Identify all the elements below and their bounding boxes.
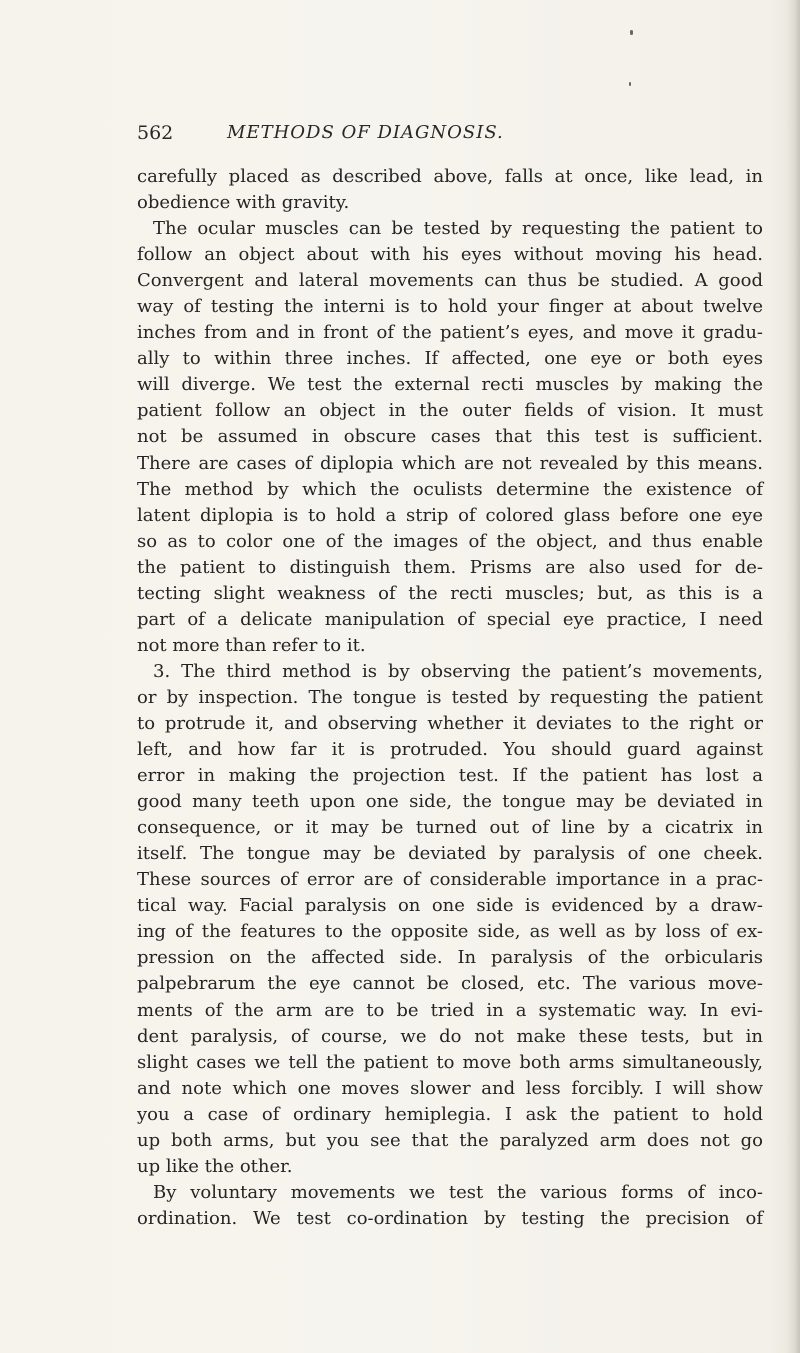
- text-line: itself. The tongue may be deviated by paralysis of one cheek.: [137, 843, 763, 865]
- text-line: ally to within three inches. If affected, one eye or both eyes: [137, 348, 763, 370]
- text-line: patient follow an object in the outer fields of vision. It must: [137, 400, 763, 422]
- text-line: pression on the affected side. In paralysis of the orbicularis: [137, 947, 763, 969]
- text-line: Convergent and lateral movements can thus be studied. A good: [137, 270, 763, 292]
- text-line: and note which one moves slower and less forcibly. I will show: [137, 1077, 763, 1099]
- text-line: follow an object about with his eyes without moving his head.: [137, 244, 763, 266]
- running-head: METHODS OF DIAGNOSIS.: [227, 122, 504, 143]
- text-line: By voluntary movements we test the various forms of inco-: [153, 1181, 763, 1203]
- text-line: latent diplopia is to hold a strip of colored glass before one eye: [137, 504, 763, 526]
- text-line: obedience with gravity.: [137, 192, 350, 214]
- text-line: left, and how far it is protruded. You should guard against: [137, 739, 763, 761]
- text-line: not more than refer to it.: [137, 634, 366, 656]
- text-line: tical way. Facial paralysis on one side is evidenced by a draw-: [137, 895, 763, 917]
- speck-mark: [629, 82, 631, 86]
- text-line: tecting slight weakness of the recti muscles; but, as this is a: [137, 582, 763, 604]
- text-line: to protrude it, and observing whether it deviates to the right or: [137, 712, 763, 734]
- page-edge-shadow: [786, 0, 800, 1353]
- text-line: The method by which the oculists determine the existence of: [137, 478, 763, 500]
- text-line: The ocular muscles can be tested by requesting the patient to: [153, 218, 763, 240]
- text-line: palpebrarum the eye cannot be closed, etc. The various move-: [137, 973, 763, 995]
- text-line: consequence, or it may be turned out of line by a cicatrix in: [137, 817, 763, 839]
- text-line: slight cases we tell the patient to move both arms simultaneously,: [137, 1051, 763, 1073]
- text-line: ments of the arm are to be tried in a systematic way. In evi-: [137, 999, 763, 1021]
- text-line: you a case of ordinary hemiplegia. I ask the patient to hold: [137, 1103, 763, 1125]
- text-line: up like the other.: [137, 1155, 293, 1177]
- text-line: the patient to distinguish them. Prisms are also used for de-: [137, 556, 763, 578]
- text-line: part of a delicate manipulation of special eye practice, I need: [137, 608, 763, 630]
- text-line: dent paralysis, of course, we do not make these tests, but in: [137, 1025, 763, 1047]
- speck-mark: [630, 30, 633, 35]
- text-line: not be assumed in obscure cases that this test is sufficient.: [137, 426, 763, 448]
- text-line: so as to color one of the images of the object, and thus enable: [137, 530, 763, 552]
- text-line: way of testing the interni is to hold your finger at about twelve: [137, 296, 763, 318]
- text-line: good many teeth upon one side, the tongue may be deviated in: [137, 791, 763, 813]
- text-line: 3. The third method is by observing the patient’s movements,: [153, 660, 763, 682]
- body-text: [137, 164, 763, 1232]
- text-line: These sources of error are of considerable importance in a prac-: [137, 869, 763, 891]
- text-line: or by inspection. The tongue is tested by requesting the patient: [137, 686, 763, 708]
- page-number: 562: [137, 122, 174, 144]
- text-line: will diverge. We test the external recti muscles by making the: [137, 374, 763, 396]
- text-line: There are cases of diplopia which are not revealed by this means.: [137, 452, 763, 474]
- text-line: up both arms, but you see that the paralyzed arm does not go: [137, 1129, 763, 1151]
- text-line: inches from and in front of the patient’s eyes, and move it gradu-: [137, 322, 763, 344]
- text-line: carefully placed as described above, falls at once, like lead, in: [137, 166, 763, 187]
- text-line: error in making the projection test. If the patient has lost a: [137, 765, 763, 787]
- page-header: [137, 118, 763, 148]
- text-line: ing of the features to the opposite side, as well as by loss of ex-: [137, 921, 763, 943]
- text-line: ordination. We test co-ordination by testing the precision of: [137, 1207, 763, 1229]
